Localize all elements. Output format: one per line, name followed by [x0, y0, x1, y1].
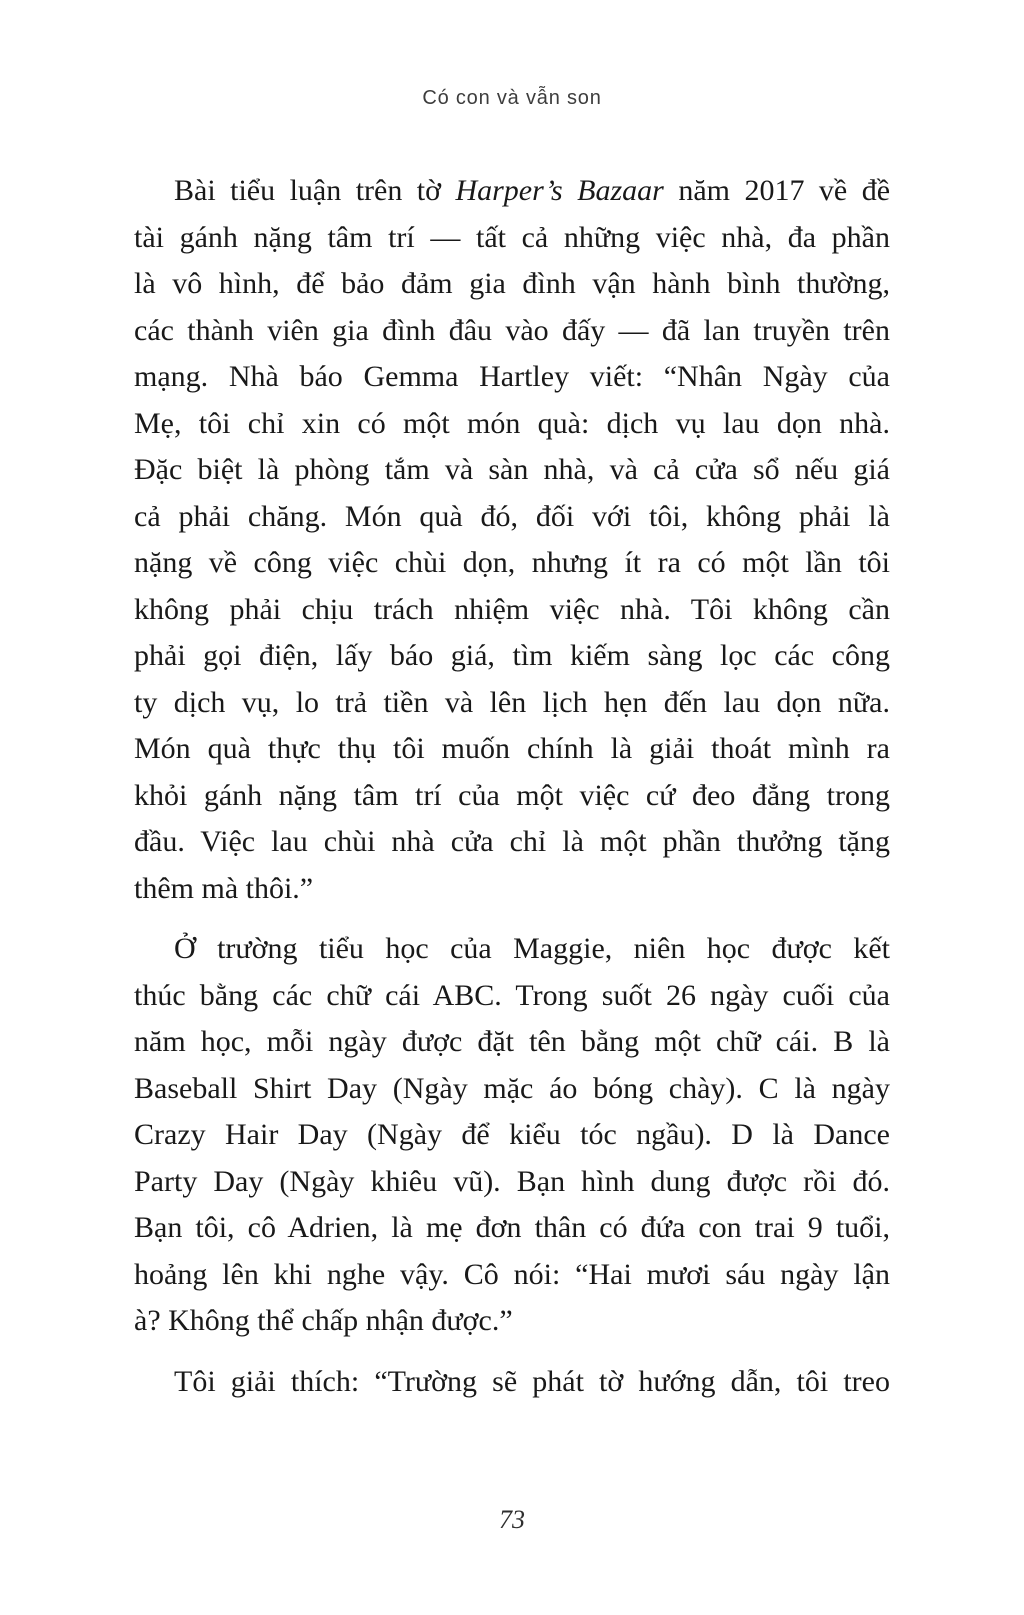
text-line: mạng. Nhà báo Gemma Hartley viết: “Nhân Ngày của: [134, 360, 890, 393]
text-line: tài gánh nặng tâm trí — tất cả những việc nhà, đa phần: [134, 220, 890, 254]
text-line: khỏi gánh nặng tâm trí của một việc cứ đeo đẳng trong: [134, 778, 890, 812]
text-line: Món quà thực thụ tôi muốn chính là giải thoát mình ra: [134, 732, 890, 765]
text-line: thêm mà thôi.”: [134, 871, 314, 905]
paragraph-3: [134, 1359, 890, 1406]
text-line: à? Không thể chấp nhận được.”: [134, 1304, 513, 1337]
page-number: 73: [499, 1505, 525, 1534]
text-line: Đặc biệt là phòng tắm và sàn nhà, và cả cửa sổ nếu giá: [134, 453, 890, 486]
text-segment: năm 2017 về đề: [663, 174, 891, 207]
text-line: ty dịch vụ, lo trả tiền và lên lịch hẹn đến lau dọn nữa.: [134, 685, 890, 719]
text-line: nặng về công việc chùi dọn, nhưng ít ra có một lần tôi: [134, 546, 890, 579]
text-line: Party Day (Ngày khiêu vũ). Bạn hình dung được rồi đó.: [134, 1164, 890, 1198]
text-line: Ở trường tiểu học của Maggie, niên học được kết: [174, 932, 890, 965]
text-line: không phải chịu trách nhiệm việc nhà. Tôi không cần: [134, 592, 890, 626]
text-line: Baseball Shirt Day (Ngày mặc áo bóng chày). C là ngày: [134, 1071, 890, 1105]
text-line: Mẹ, tôi chỉ xin có một món quà: dịch vụ lau dọn nhà.: [134, 406, 890, 440]
text-line: hoảng lên khi nghe vậy. Cô nói: “Hai mươi sáu ngày lận: [134, 1257, 890, 1291]
text-line: các thành viên gia đình đâu vào đấy — đã lan truyền trên: [134, 313, 890, 347]
text-line: Bạn tôi, cô Adrien, là mẹ đơn thân có đứa con trai 9 tuổi,: [134, 1211, 890, 1244]
paragraph-2: [134, 926, 890, 1345]
text-line: [134, 168, 890, 215]
text-line: Tôi giải thích: “Trường sẽ phát tờ hướng dẫn, tôi treo: [174, 1364, 890, 1398]
text-line: đầu. Việc lau chùi nhà cửa chỉ là một phần thưởng tặng: [134, 825, 890, 858]
page-body: [134, 168, 890, 1405]
text-line: thúc bằng các chữ cái ABC. Trong suốt 26 ngày cuối của: [134, 978, 890, 1012]
text-segment: Bài tiểu luận trên tờ: [174, 174, 456, 207]
italic-title: Harper’s Bazaar: [455, 174, 664, 207]
running-header: Có con và vẫn son: [422, 87, 602, 109]
text-line: Crazy Hair Day (Ngày để kiểu tóc ngầu). D là Dance: [134, 1118, 890, 1151]
paragraph-1: [134, 168, 890, 912]
text-line: là vô hình, để bảo đảm gia đình vận hành bình thường,: [134, 267, 890, 300]
text-line: cả phải chăng. Món quà đó, đối với tôi, không phải là: [134, 499, 890, 533]
text-line: phải gọi điện, lấy báo giá, tìm kiếm sàng lọc các công: [134, 639, 890, 672]
text-line: năm học, mỗi ngày được đặt tên bằng một chữ cái. B là: [134, 1025, 890, 1058]
